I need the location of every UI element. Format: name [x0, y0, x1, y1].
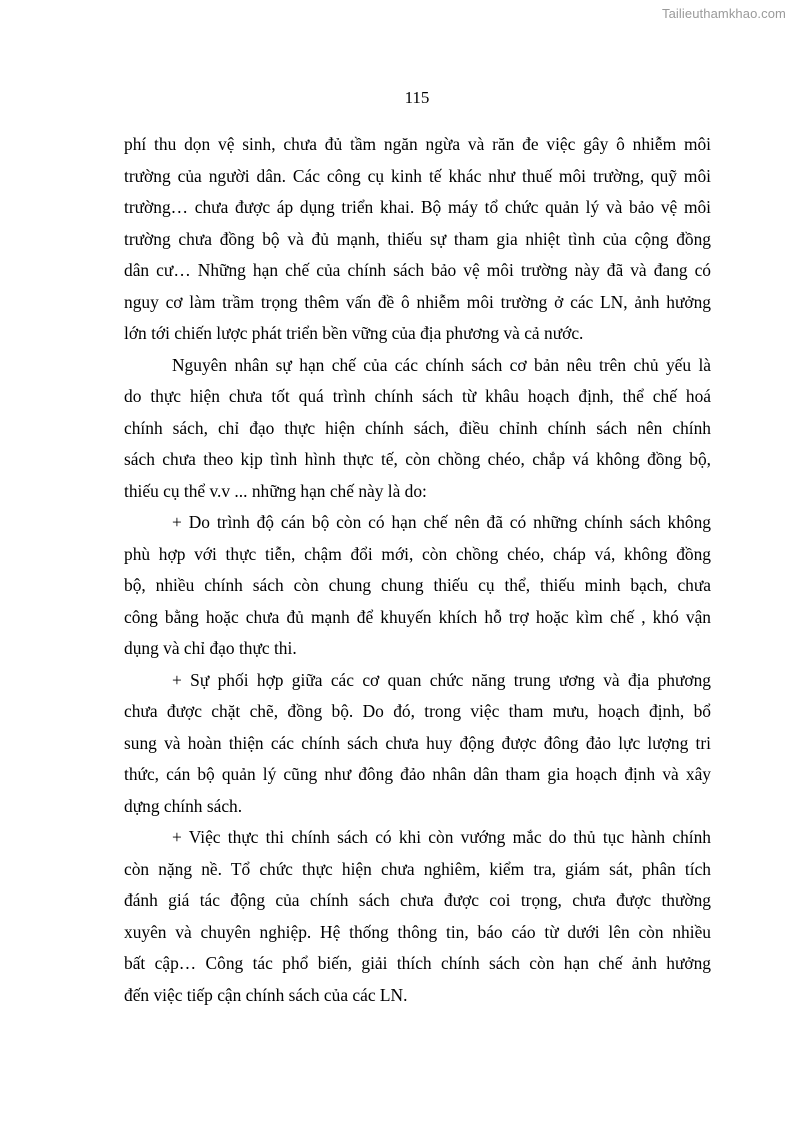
text-line: dụng và chỉ đạo thực thi. [124, 638, 297, 658]
text-line: trường… chưa được áp dụng triển khai. Bộ máy tổ chức quản lý và bảo vệ môi [124, 197, 711, 217]
text-line: dựng chính sách. [124, 795, 243, 816]
text-line: lớn tới chiến lược phát triển bền vững của địa phương và cả nước. [124, 323, 584, 343]
page-number: 115 [404, 88, 430, 107]
text-line: phù hợp với thực tiễn, chậm đổi mới, còn chồng chéo, cháp vá, không đồng [124, 543, 711, 564]
text-line: phí thu dọn vệ sinh, chưa đủ tầm ngăn ngừa và răn đe việc gây ô nhiễm môi [124, 134, 711, 154]
text-line: thức, cán bộ quản lý cũng như đông đảo nhân dân tham gia hoạch định và xây [124, 764, 711, 784]
text-line: đánh giá tác động của chính sách chưa được coi trọng, chưa được thường [124, 890, 711, 910]
document-body [124, 129, 711, 1011]
watermark: Tailieuthamkhao.com [661, 6, 786, 21]
paragraph-3 [124, 507, 711, 665]
text-line: xuyên và chuyên nghiệp. Hệ thống thông tin, báo cáo từ dưới lên còn nhiều [124, 921, 711, 942]
text-line: trường của người dân. Các công cụ kinh tế khác như thuế môi trường, quỹ môi [124, 165, 711, 186]
text-line: đến việc tiếp cận chính sách của các LN. [124, 984, 408, 1005]
paragraph-1 [124, 129, 711, 350]
text-line: còn nặng nề. Tổ chức thực hiện chưa nghiêm, kiểm tra, giám sát, phân tích [124, 858, 711, 879]
text-line: + Sự phối hợp giữa các cơ quan chức năng trung ương và địa phương [172, 669, 711, 690]
text-line: sung và hoàn thiện các chính sách chưa huy động được đông đảo lực lượng tri [124, 732, 711, 753]
text-line: + Do trình độ cán bộ còn có hạn chế nên đã có những chính sách không [172, 512, 711, 532]
text-line: + Việc thực thi chính sách có khi còn vướng mắc do thủ tục hành chính [172, 827, 711, 847]
text-line: do thực hiện chưa tốt quá trình chính sách từ khâu hoạch định, thể chế hoá [124, 386, 711, 406]
text-line: Nguyên nhân sự hạn chế của các chính sách cơ bản nêu trên chủ yếu là [172, 354, 711, 375]
text-line: chính sách, chỉ đạo thực hiện chính sách, điều chỉnh chính sách nên chính [124, 417, 711, 438]
paragraph-2 [124, 350, 711, 508]
paragraph-5 [124, 822, 711, 1011]
text-line: sách chưa theo kịp tình hình thực tế, còn chồng chéo, chắp vá không đồng bộ, [124, 449, 711, 469]
text-line: bất cập… Công tác phổ biến, giải thích chính sách còn hạn chế ảnh hưởng [124, 953, 711, 973]
text-line: chưa được chặt chẽ, đồng bộ. Do đó, trong việc tham mưu, hoạch định, bổ [124, 701, 711, 721]
text-line: bộ, nhiều chính sách còn chung chung thiếu cụ thể, thiếu minh bạch, chưa [124, 575, 711, 595]
text-line: công bằng hoặc chưa đủ mạnh để khuyến khích hỗ trợ hoặc kìm chế , khó vận [124, 606, 711, 627]
text-line: dân cư… Những hạn chế của chính sách bảo vệ môi trường này đã và đang có [124, 260, 711, 280]
text-line: trường chưa đồng bộ và đủ mạnh, thiếu sự tham gia nhiệt tình của cộng đồng [124, 228, 711, 249]
text-line: thiếu cụ thể v.v ... những hạn chế này là do: [124, 480, 427, 501]
text-line: nguy cơ làm trầm trọng thêm vấn đề ô nhiễm môi trường ở các LN, ảnh hưởng [124, 291, 711, 312]
paragraph-4 [124, 665, 711, 823]
